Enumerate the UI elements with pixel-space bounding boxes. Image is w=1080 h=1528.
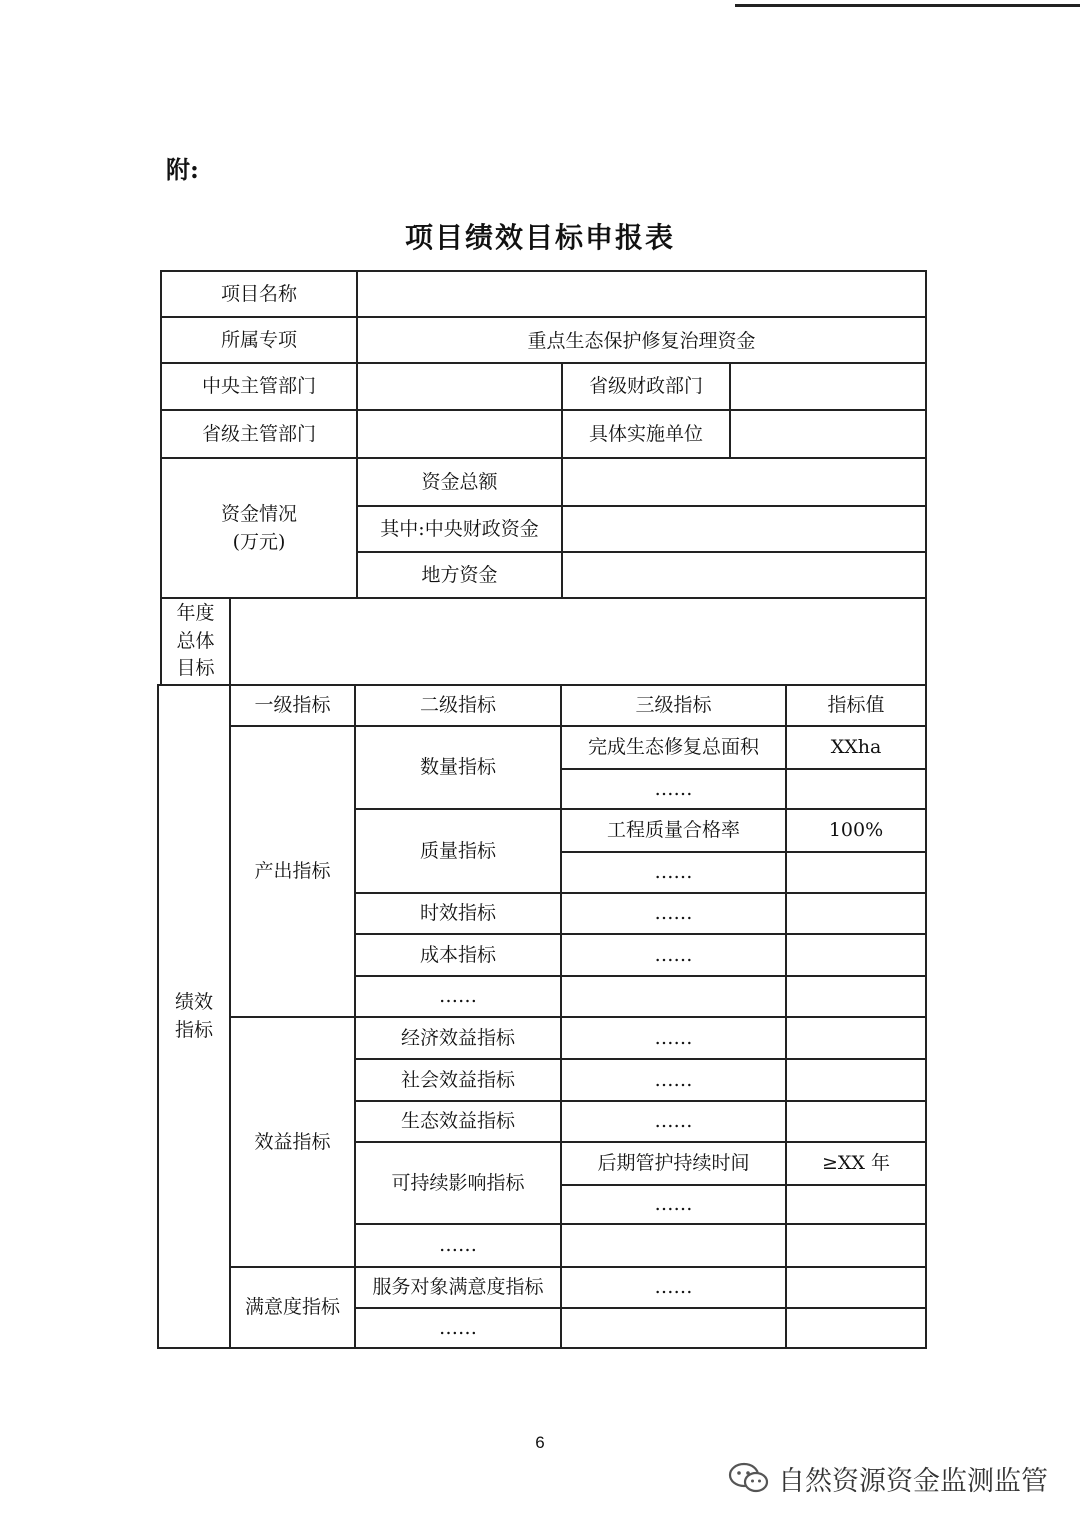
impl-unit-value[interactable] — [731, 411, 925, 457]
annual-goal-label-line: 目标 — [176, 657, 215, 680]
satisfaction-indicators-label: 满意度指标 — [244, 1296, 340, 1319]
project-name-label: 项目名称 — [220, 282, 297, 305]
header-level2: 二级指标 — [419, 694, 496, 717]
satisfaction-more-item[interactable] — [562, 1309, 785, 1347]
quantity-item2: …… — [654, 777, 693, 800]
sustain-value1[interactable]: ≥XX 年 — [821, 1152, 890, 1175]
output-more: …… — [439, 985, 477, 1008]
benefit-indicators-label: 效益指标 — [254, 1130, 331, 1153]
funds-central-value[interactable] — [563, 507, 925, 551]
funds-local-label: 地方资金 — [421, 563, 498, 586]
performance-indicators-label-line: 绩效 — [174, 990, 213, 1013]
sustain-indicator-label: 可持续影响指标 — [391, 1171, 525, 1194]
timeliness-value[interactable] — [787, 894, 925, 933]
funds-unit: (万元) — [232, 531, 286, 553]
page-number: 6 — [535, 1433, 545, 1452]
annual-goal-label — [162, 599, 229, 684]
timeliness-item: …… — [654, 902, 693, 925]
ecological-value[interactable] — [787, 1102, 925, 1141]
document-title: 项目绩效目标申报表 — [404, 221, 675, 254]
benefit-more: …… — [439, 1234, 477, 1257]
sustain-value2[interactable] — [787, 1186, 925, 1223]
ecological-item: …… — [654, 1110, 693, 1133]
header-level3: 三级指标 — [635, 694, 712, 717]
cost-item: …… — [654, 943, 693, 966]
economic-indicator-label: 经济效益指标 — [400, 1026, 515, 1049]
output-indicators-label: 产出指标 — [254, 860, 331, 883]
economic-item: …… — [654, 1026, 693, 1049]
social-value[interactable] — [787, 1060, 925, 1100]
social-indicator-label: 社会效益指标 — [400, 1068, 515, 1091]
prov-dept-value[interactable] — [358, 411, 561, 457]
quantity-indicator-label: 数量指标 — [419, 756, 496, 779]
header-value: 指标值 — [827, 694, 885, 717]
cost-indicator-label: 成本指标 — [419, 943, 496, 966]
cost-value[interactable] — [787, 935, 925, 975]
quantity-value1[interactable]: XXha — [830, 736, 882, 759]
watermark — [728, 1458, 1048, 1498]
quality-item1: 工程质量合格率 — [606, 819, 740, 842]
annual-goal-label-line: 年度 — [176, 602, 215, 625]
quality-value1[interactable]: 100% — [828, 819, 884, 842]
benefit-more-value[interactable] — [787, 1225, 925, 1266]
project-name-value[interactable] — [358, 272, 925, 316]
social-item: …… — [654, 1068, 693, 1091]
quality-indicator-label: 质量指标 — [419, 839, 496, 862]
funds-central-label: 其中:中央财政资金 — [380, 517, 539, 540]
prov-finance-value[interactable] — [731, 364, 925, 409]
quantity-value2[interactable] — [787, 770, 925, 808]
header-level1: 一级指标 — [254, 694, 331, 717]
timeliness-indicator-label: 时效指标 — [419, 902, 496, 925]
performance-indicators-label-line: 指标 — [174, 1018, 213, 1041]
annual-goal-value[interactable] — [231, 599, 925, 684]
watermark-text: 自然资源资金监测监管 — [778, 1465, 1048, 1497]
wechat-icon — [728, 1461, 770, 1495]
funds-label: 资金情况 — [220, 502, 297, 525]
economic-value[interactable] — [787, 1018, 925, 1058]
performance-indicators-label — [159, 686, 229, 1347]
sustain-item1: 后期管护持续时间 — [597, 1152, 750, 1175]
output-more-item[interactable] — [562, 977, 785, 1016]
quantity-item1: 完成生态修复总面积 — [587, 736, 759, 759]
special-item-label: 所属专项 — [220, 328, 297, 351]
benefit-more-item[interactable] — [562, 1225, 785, 1266]
central-dept-label: 中央主管部门 — [201, 375, 316, 398]
annual-goal-label-line: 总体 — [176, 629, 215, 652]
ecological-indicator-label: 生态效益指标 — [400, 1110, 515, 1133]
impl-unit-label: 具体实施单位 — [588, 422, 703, 445]
central-dept-value[interactable] — [358, 364, 561, 409]
attachment-label: 附: — [166, 155, 199, 184]
quality-item2: …… — [654, 861, 693, 884]
special-item-value[interactable]: 重点生态保护修复治理资金 — [527, 329, 756, 352]
service-satisfaction-item: …… — [654, 1276, 693, 1299]
funds-total-label: 资金总额 — [421, 470, 498, 493]
funds-label-cell — [162, 459, 356, 597]
satisfaction-more-value[interactable] — [787, 1309, 925, 1347]
prov-finance-label: 省级财政部门 — [588, 375, 703, 398]
sustain-item2: …… — [654, 1193, 693, 1216]
service-satisfaction-value[interactable] — [787, 1268, 925, 1307]
prov-dept-label: 省级主管部门 — [201, 422, 316, 445]
output-more-value[interactable] — [787, 977, 925, 1016]
funds-local-value[interactable] — [563, 553, 925, 597]
satisfaction-more: …… — [439, 1316, 477, 1339]
funds-total-value[interactable] — [563, 459, 925, 505]
quality-value2[interactable] — [787, 853, 925, 892]
service-satisfaction-label: 服务对象满意度指标 — [372, 1276, 544, 1299]
